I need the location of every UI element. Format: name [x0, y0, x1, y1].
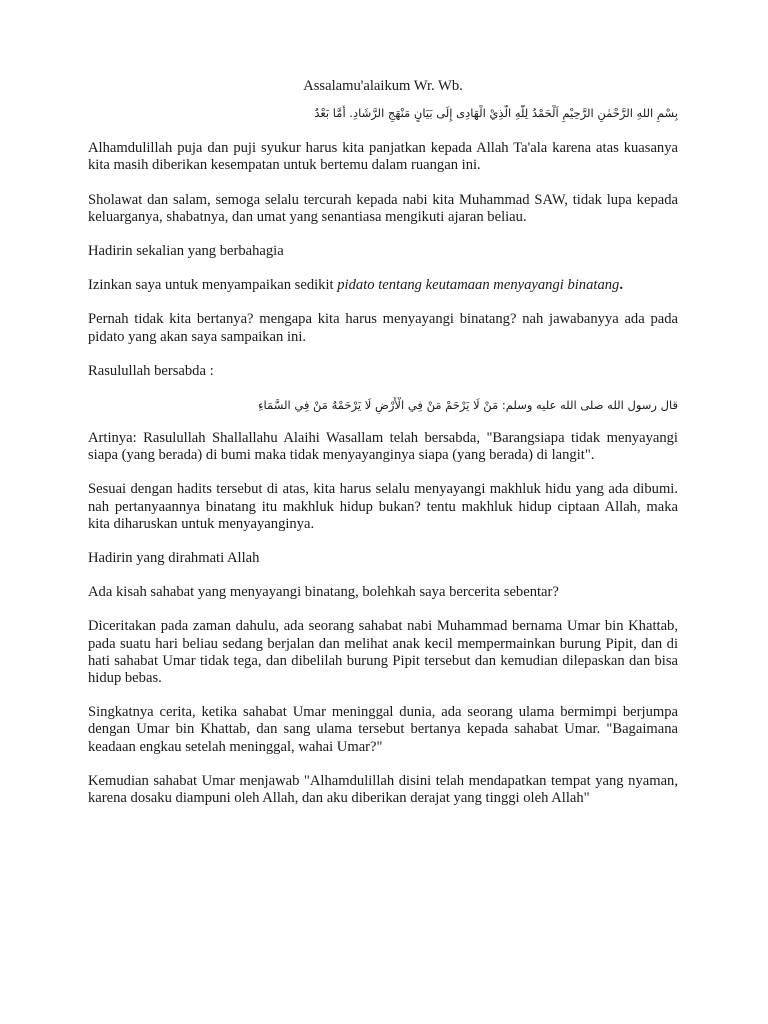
paragraph-introduction — [88, 277, 678, 294]
paragraph-greeting-audience: Hadirin sekalian yang berbahagia — [88, 243, 284, 260]
paragraph-story-dream: Singkatnya cerita, ketika sahabat Umar meninggal dunia, ada seorang ulama bermimpi berjumpa dengan Umar bin Khattab, dan sang ulama tersebut bertanya kepada sahabat Umar. "Bagaimana keadaan engkau setelah meninggal, wahai Umar?" — [88, 704, 678, 755]
paragraph-question: Pernah tidak kita bertanya? mengapa kita harus menyayangi binatang? nah jawabanyya ada pada pidato yang akan saya sampaikan ini. — [88, 311, 678, 345]
speech-topic-italic: pidato tentang keutamaan menyayangi binatang — [337, 277, 620, 294]
paragraph-rasulullah-said: Rasulullah bersabda : — [88, 362, 214, 379]
paragraph-sholawat: Sholawat dan salam, semoga selalu tercurah kepada nabi kita Muhammad SAW, tidak lupa kepada keluarganya, shabatnya, dan umat yang senantiasa mengikuti ajaran beliau. — [88, 191, 678, 225]
paragraph-story-intro: Ada kisah sahabat yang menyayangi binatang, bolehkah saya bercerita sebentar? — [88, 584, 559, 601]
greeting-title: Assalamu'alaikum Wr. Wb. — [303, 78, 463, 94]
paragraph-translation: Artinya: Rasulullah Shallallahu Alaihi Wasallam telah bersabda, "Barangsiapa tidak menyayangi siapa (yang berada) di bumi maka tidak menyayanginya siapa (yang berada) di langit". — [88, 430, 678, 464]
intro-period: . — [619, 277, 624, 294]
intro-text: Izinkan saya untuk menyampaikan sedikit — [88, 277, 338, 294]
paragraph-story-umar: Diceritakan pada zaman dahulu, ada seorang sahabat nabi Muhammad bernama Umar bin Khattab, pada suatu hari beliau sedang berjalan dan melihat anak kecil mempermainkan burung Pipit, dan di hati sahabat Umar tidak tega, dan dibelilah burung Pipit tersebut dan kemudian dilepaskan dan bisa hidup bebas. — [88, 618, 678, 687]
hadith-arabic: قال رسول الله صلى الله عليه وسلم: مَنْ لَا يَرْحَمْ مَنْ فِي الْأَرْضِ لَا يَرْحَمْهُ مَنْ فِي السَّمَاءِ — [258, 398, 678, 413]
paragraph-greeting-audience-2: Hadirin yang dirahmati Allah — [88, 550, 260, 567]
paragraph-story-answer: Kemudian sahabat Umar menjawab "Alhamdulillah disini telah mendapatkan tempat yang nyaman, karena dosaku diampuni oleh Allah, dan aku diberikan derajat yang tinggi oleh Allah" — [88, 772, 678, 807]
basmalah-arabic: بِسْمِ اللهِ الرَّحْمٰنِ الرَّحِيْمِ اَلْحَمْدُ لِلّٰهِ الَّذِيْ الْهَادِى إِلَى بَيَانٍ مَنْهَجِ الرَّشَادِ. أَمَّا بَعْدُ — [314, 106, 678, 121]
paragraph-explanation: Sesuai dengan hadits tersebut di atas, kita harus selalu menyayangi makhluk hidu yang ada dibumi. nah pertanyaannya binatang itu makhluk hidup bukan? tentu makhluk hidup ciptaan Allah, maka kita diharuskan untuk menyayanginya. — [88, 481, 678, 532]
document-page — [88, 78, 678, 824]
paragraph-opening: Alhamdulillah puja dan puji syukur harus kita panjatkan kepada Allah Ta'ala karena atas kuasanya kita masih diberikan kesempatan untuk bertemu dalam ruangan ini. — [88, 140, 678, 174]
